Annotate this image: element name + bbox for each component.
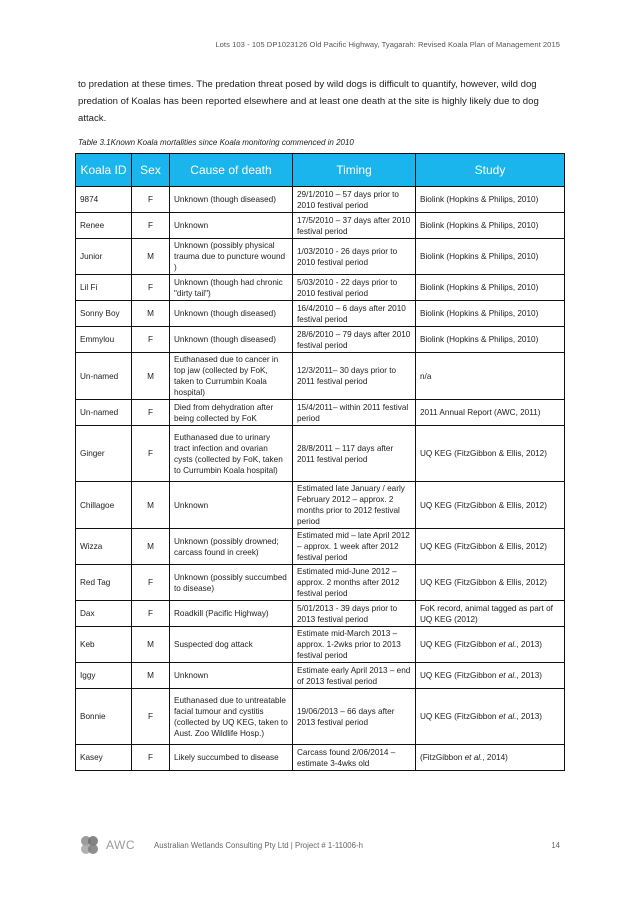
cell-koala-id: Un-named (76, 400, 132, 426)
cell-koala-id: 9874 (76, 187, 132, 213)
cell-timing: 17/5/2010 – 37 days after 2010 festival period (293, 213, 416, 239)
cell-sex: M (132, 627, 170, 663)
cell-sex: F (132, 327, 170, 353)
cell-study: Biolink (Hopkins & Philips, 2010) (416, 239, 565, 275)
table-caption: Table 3.1Known Koala mortalities since Koala monitoring commenced in 2010 (78, 138, 354, 147)
table-row (76, 327, 565, 353)
cell-timing: Estimate early April 2013 – end of 2013 festival period (293, 663, 416, 689)
cell-study: UQ KEG (FitzGibbon & Ellis, 2012) (416, 482, 565, 529)
col-header-study: Study (416, 154, 565, 187)
cell-timing: 28/6/2010 – 79 days after 2010 festival period (293, 327, 416, 353)
cell-study: UQ KEG (FitzGibbon & Ellis, 2012) (416, 529, 565, 565)
cell-koala-id: Bonnie (76, 689, 132, 745)
footer-company: Australian Wetlands Consulting Pty Ltd | Project # 1-11006-h (154, 841, 363, 850)
cell-timing: 28/8/2011 – 117 days after 2011 festival period (293, 426, 416, 482)
cell-timing: Carcass found 2/06/2014 – estimate 3-4wks old (293, 745, 416, 771)
cell-cause: Unknown (170, 663, 293, 689)
cell-sex: M (132, 301, 170, 327)
cell-study: UQ KEG (FitzGibbon et al., 2013) (416, 663, 565, 689)
cell-study: 2011 Annual Report (AWC, 2011) (416, 400, 565, 426)
cell-cause: Unknown (170, 213, 293, 239)
cell-study: Biolink (Hopkins & Philips, 2010) (416, 327, 565, 353)
col-header-koala-id: Koala ID (76, 154, 132, 187)
cell-timing: 12/3/2011– 30 days prior to 2011 festival period (293, 353, 416, 400)
table-row (76, 187, 565, 213)
cell-koala-id: Junior (76, 239, 132, 275)
table-row (76, 745, 565, 771)
awc-logo-icon (78, 835, 102, 855)
cell-timing: 5/03/2010 - 22 days prior to 2010 festival period (293, 275, 416, 301)
cell-study: UQ KEG (FitzGibbon et al., 2013) (416, 689, 565, 745)
cell-koala-id: Chillagoe (76, 482, 132, 529)
cell-timing: Estimate mid-March 2013 – approx. 1-2wks prior to 2013 festival period (293, 627, 416, 663)
cell-timing: 15/4/2011– within 2011 festival period (293, 400, 416, 426)
cell-cause: Unknown (170, 482, 293, 529)
cell-koala-id: Keb (76, 627, 132, 663)
intro-paragraph: to predation at these times. The predation threat posed by wild dogs is difficult to quantify, however, wild dog predation of Koalas has been reported elsewhere and at least one death at the site is highly likely due to dog attack. (78, 79, 539, 124)
cell-sex: M (132, 353, 170, 400)
cell-koala-id: Emmylou (76, 327, 132, 353)
table-row (76, 689, 565, 745)
cell-timing: 5/01/2013 - 39 days prior to 2013 festival period (293, 601, 416, 627)
logo-text: AWC (106, 838, 136, 852)
table-row (76, 529, 565, 565)
cell-study: Biolink (Hopkins & Philips, 2010) (416, 213, 565, 239)
mortality-table (75, 153, 565, 771)
cell-study: Biolink (Hopkins & Philips, 2010) (416, 301, 565, 327)
cell-timing: 16/4/2010 – 6 days after 2010 festival period (293, 301, 416, 327)
cell-timing: 19/06/2013 – 66 days after 2013 festival period (293, 689, 416, 745)
page-number: 14 (551, 841, 560, 850)
table-row (76, 482, 565, 529)
col-header-timing: Timing (293, 154, 416, 187)
cell-cause: Euthanased due to cancer in top jaw (collected by FoK, taken to Currumbin Koala hospital) (170, 353, 293, 400)
cell-koala-id: Sonny Boy (76, 301, 132, 327)
cell-timing: Estimated mid-June 2012 – approx. 2 months after 2012 festival period (293, 565, 416, 601)
page-footer (78, 835, 560, 855)
cell-koala-id: Kasey (76, 745, 132, 771)
cell-study: UQ KEG (FitzGibbon et al., 2013) (416, 627, 565, 663)
table-body (76, 187, 565, 771)
cell-cause: Suspected dog attack (170, 627, 293, 663)
cell-sex: F (132, 400, 170, 426)
table-header-row (76, 154, 565, 187)
cell-koala-id: Renee (76, 213, 132, 239)
cell-study: n/a (416, 353, 565, 400)
cell-cause: Unknown (though had chronic "dirty tail") (170, 275, 293, 301)
cell-sex: F (132, 689, 170, 745)
cell-study: UQ KEG (FitzGibbon & Ellis, 2012) (416, 565, 565, 601)
cell-sex: F (132, 275, 170, 301)
cell-koala-id: Dax (76, 601, 132, 627)
cell-koala-id: Lil Fi (76, 275, 132, 301)
cell-sex: M (132, 529, 170, 565)
cell-study: Biolink (Hopkins & Philips, 2010) (416, 187, 565, 213)
table-row (76, 301, 565, 327)
col-header-sex: Sex (132, 154, 170, 187)
cell-timing: 1/03/2010 - 26 days prior to 2010 festival period (293, 239, 416, 275)
cell-koala-id: Un-named (76, 353, 132, 400)
cell-cause: Died from dehydration after being collected by FoK (170, 400, 293, 426)
table-row (76, 426, 565, 482)
cell-sex: F (132, 213, 170, 239)
col-header-cause: Cause of death (170, 154, 293, 187)
cell-cause: Roadkill (Pacific Highway) (170, 601, 293, 627)
cell-cause: Unknown (though diseased) (170, 187, 293, 213)
cell-sex: M (132, 482, 170, 529)
cell-cause: Unknown (possibly physical trauma due to puncture wound ) (170, 239, 293, 275)
cell-sex: F (132, 745, 170, 771)
table-row (76, 565, 565, 601)
cell-study: UQ KEG (FitzGibbon & Ellis, 2012) (416, 426, 565, 482)
page-header: Lots 103 - 105 DP1023126 Old Pacific Highway, Tyagarah: Revised Koala Plan of Management 2015 (215, 40, 560, 49)
table-row (76, 353, 565, 400)
cell-timing: Estimated mid – late April 2012 – approx. 1 week after 2012 festival period (293, 529, 416, 565)
cell-koala-id: Iggy (76, 663, 132, 689)
table-row (76, 213, 565, 239)
cell-timing: Estimated late January / early February 2012 – approx. 2 months prior to 2012 festival period (293, 482, 416, 529)
cell-koala-id: Wizza (76, 529, 132, 565)
cell-sex: F (132, 187, 170, 213)
table-row (76, 275, 565, 301)
cell-sex: F (132, 426, 170, 482)
cell-sex: M (132, 663, 170, 689)
cell-cause: Unknown (possibly drowned; carcass found in creek) (170, 529, 293, 565)
table-row (76, 239, 565, 275)
cell-cause: Euthanased due to urinary tract infection and ovarian cysts (collected by FoK, taken to Currumbin Koala hospital) (170, 426, 293, 482)
cell-cause: Unknown (though diseased) (170, 327, 293, 353)
cell-sex: M (132, 239, 170, 275)
cell-study: Biolink (Hopkins & Philips, 2010) (416, 275, 565, 301)
cell-koala-id: Ginger (76, 426, 132, 482)
table-row (76, 663, 565, 689)
table-row (76, 627, 565, 663)
cell-cause: Unknown (possibly succumbed to disease) (170, 565, 293, 601)
cell-cause: Unknown (though diseased) (170, 301, 293, 327)
table-row (76, 400, 565, 426)
cell-cause: Euthanased due to untreatable facial tumour and cystitis (collected by UQ KEG, taken to Aust. Zoo Wildlife Hosp.) (170, 689, 293, 745)
cell-sex: F (132, 565, 170, 601)
cell-cause: Likely succumbed to disease (170, 745, 293, 771)
cell-sex: F (132, 601, 170, 627)
table-row (76, 601, 565, 627)
cell-koala-id: Red Tag (76, 565, 132, 601)
cell-study: (FitzGibbon et al., 2014) (416, 745, 565, 771)
cell-study: FoK record, animal tagged as part of UQ KEG (2012) (416, 601, 565, 627)
cell-timing: 29/1/2010 – 57 days prior to 2010 festival period (293, 187, 416, 213)
